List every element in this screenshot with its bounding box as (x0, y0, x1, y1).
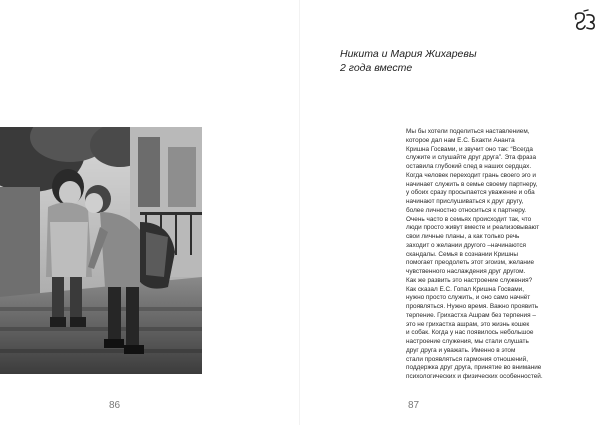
body-text-line: свои личные планы, а как только речь (406, 233, 520, 240)
page-number-left: 86 (109, 400, 121, 411)
body-text-line: у обоих сразу просыпается уважение и оба (406, 189, 535, 197)
body-text-line: более личностно относиться к партнеру. (406, 206, 527, 214)
body-text-line: стали проявляться гармония отношений, (406, 355, 528, 363)
body-text-line: начинает служить в семье своему партнеру, (406, 180, 538, 188)
body-text-line: Как же развить это настроение служения? (406, 276, 533, 284)
body-text-line: друг друга и уважать. Именно в этом (406, 346, 516, 354)
body-text-line: терпение. Грихастха Ашрам без терпения – (406, 311, 536, 319)
body-text-line: настроение служения, мы стали слушать (406, 338, 529, 345)
right-page (300, 0, 600, 425)
photo-children-kiss (0, 127, 202, 374)
brand-logo-icon (572, 9, 598, 31)
body-text-line: Как сказал Е.С. Гопал Кришна Госвами, (406, 285, 524, 293)
page-number-right: 87 (408, 400, 420, 411)
article-body (406, 128, 598, 382)
body-text-line: психологических и физических особенностей. (406, 373, 543, 380)
body-text-line: которое дал нам Е.С. Бхакти Ананта (406, 136, 515, 144)
body-text-line: помогает преодолеть этот эгоизм, желание (406, 259, 535, 267)
body-text-line: служите и слушайте друг друга”. Эта фраза (406, 154, 537, 162)
body-text-line: люди просто живут вместе и реализовывают (406, 224, 540, 232)
body-text-line: скандалы. Семья в сознании Кришны (406, 250, 518, 258)
body-text-line: Кришна Госвами, и звучит оно так: “Всегда (406, 145, 533, 153)
body-text-line: чувственного наслаждения друг другом. (406, 268, 526, 275)
body-text-line: Очень часто в семьях происходит так, что (406, 215, 532, 223)
body-text-line: Мы бы хотели поделиться наставлением, (406, 128, 530, 135)
photo-children-kiss-image (0, 127, 202, 374)
author-names: Никита и Мария Жихаревы (340, 48, 477, 60)
body-text-line: это не грихастха ашрам, это жизнь кошек (406, 320, 530, 328)
body-text-line: Когда человек переходит грань своего эго и (406, 171, 536, 179)
body-text-line: и собак. Когда у нас появилось небольшое (406, 329, 534, 337)
body-text-line: нужно просто служить, и оно само начнёт (406, 294, 531, 302)
body-text-line: поддержка друг друга, принятие во внимание (406, 364, 542, 372)
body-text-line: оставила глубокий след в наших сердцах. (406, 163, 532, 170)
body-text-line: проявляться. Нужно время. Важно проявить (406, 303, 539, 310)
body-text-line: начинают прислушиваться к друг другу, (406, 198, 524, 205)
article-subtitle: 2 года вместе (340, 62, 413, 74)
body-text-line: заходит о желании другого –начинаются (406, 241, 527, 249)
